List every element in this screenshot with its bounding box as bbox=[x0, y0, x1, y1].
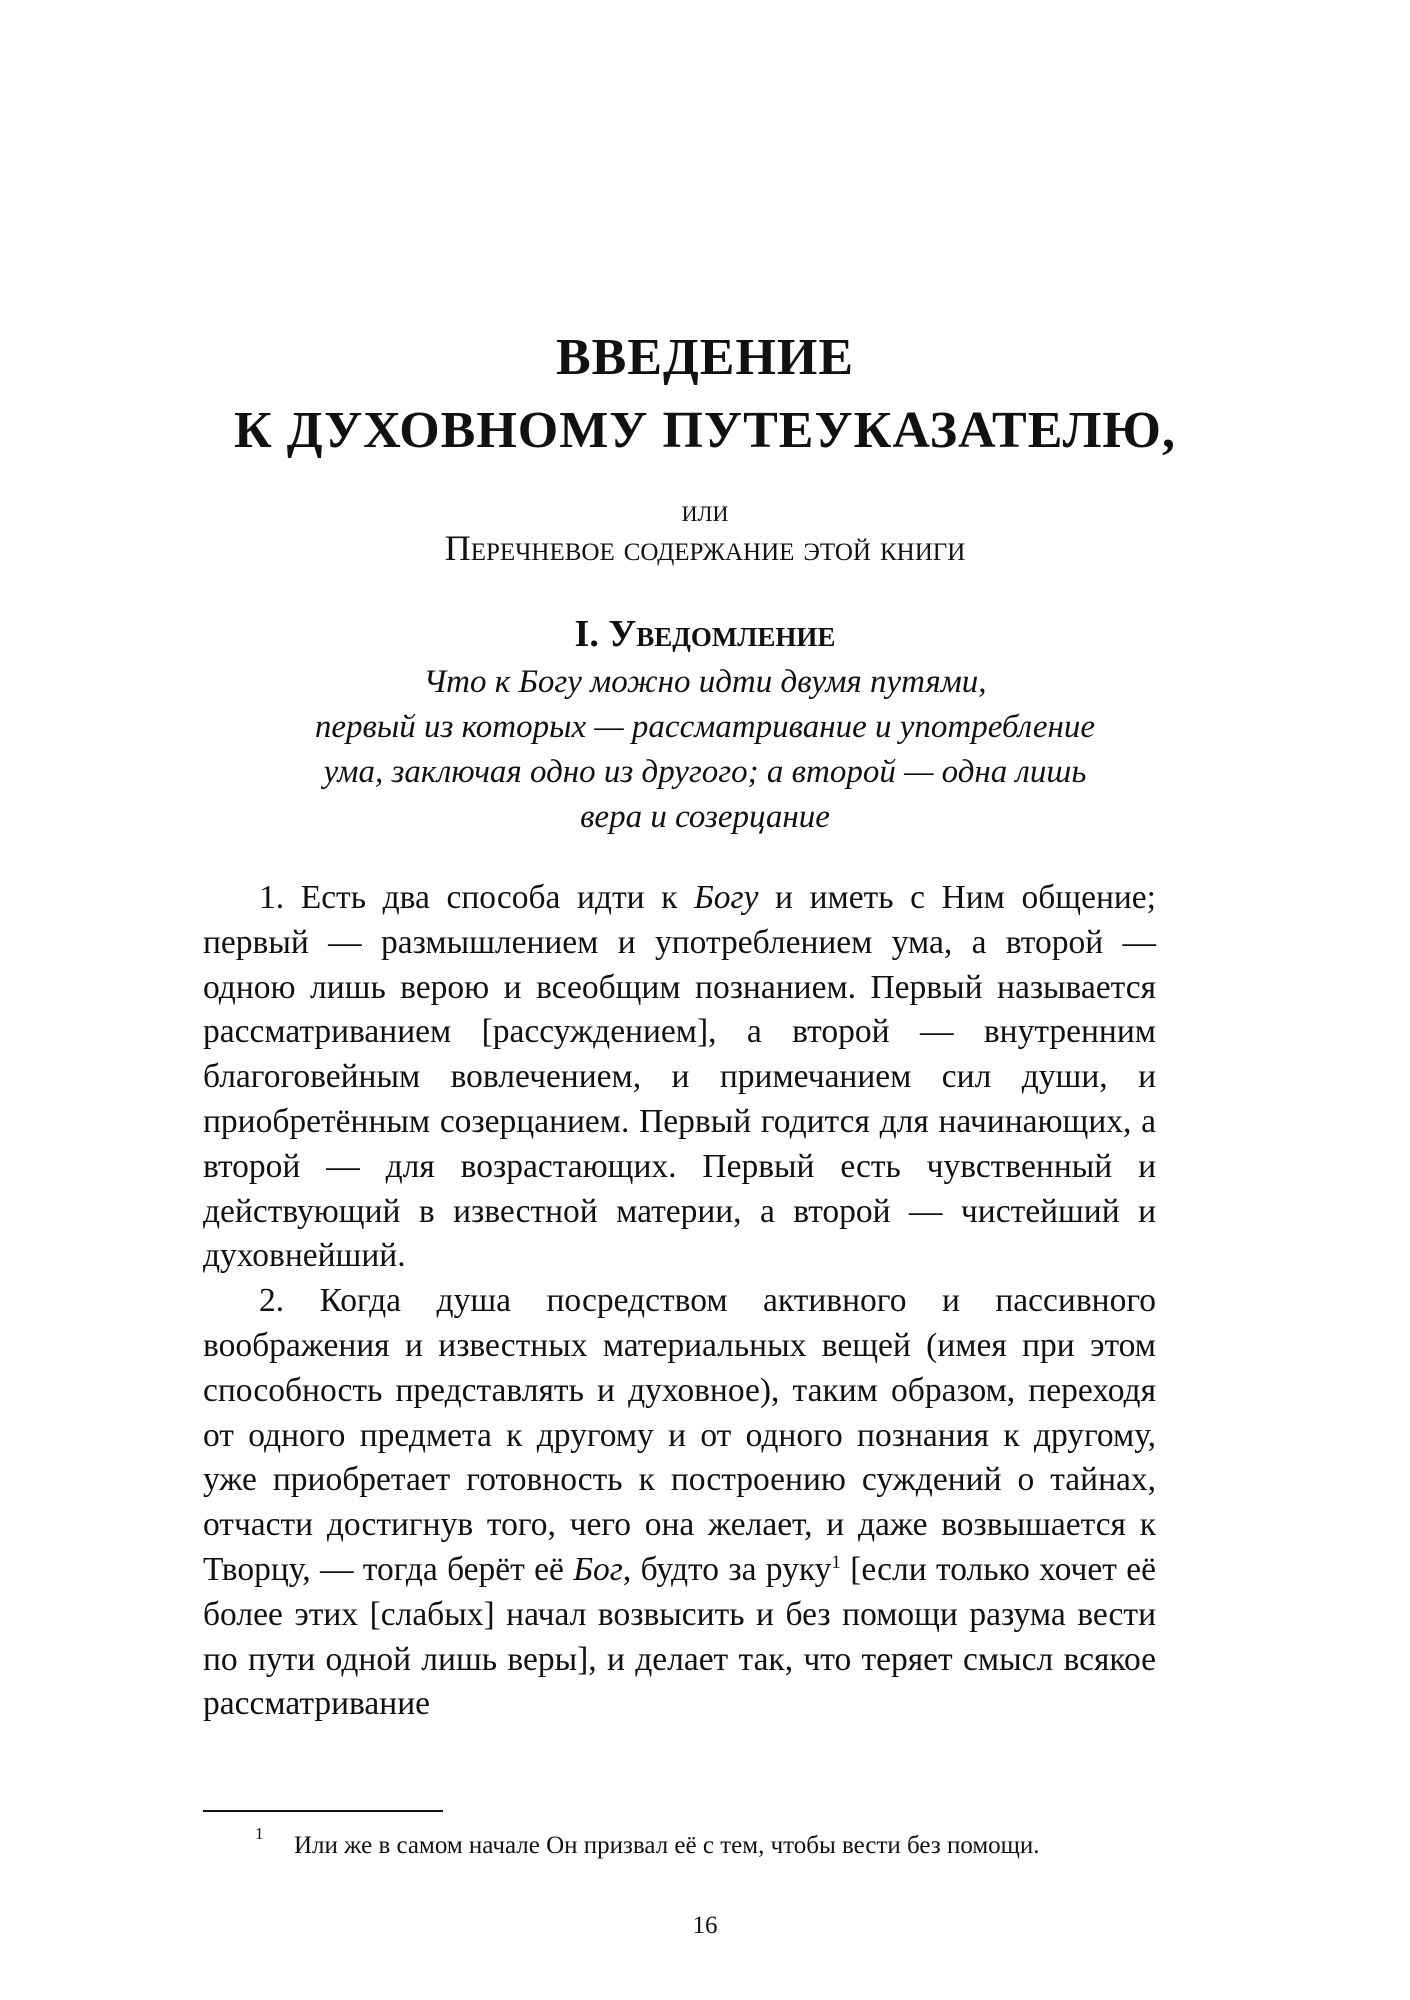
emphasis-god: Богу bbox=[694, 879, 759, 916]
subtitle-or: или bbox=[681, 492, 729, 528]
text-run: [если только хочет её более этих [слабых] начал возвысить и без помощи разума вести по пути одной лишь веры], и делает так, что теряет смысл всякое рассматривание bbox=[203, 1550, 1156, 1723]
footnote-reference[interactable]: 1 bbox=[831, 1551, 841, 1573]
text-run: 1. Есть два способа идти к bbox=[259, 879, 694, 916]
chapter-title-line-1: ВВЕДЕНИЕ bbox=[555, 329, 855, 386]
chapter-title-line-2: К ДУХОВНОМУ ПУТЕУКАЗАТЕЛЮ, bbox=[234, 402, 1176, 459]
paragraph-2 bbox=[203, 1279, 1156, 1727]
footnote-number: 1 bbox=[255, 1824, 264, 1843]
section-summary-line: Что к Богу можно идти двумя путями, bbox=[423, 664, 987, 700]
text-run: 2. Когда душа посредством активного и пассивного воображения и известных материальных вещей (имея при этом способность представлять и духовное), таким образом, переходя от одного предмета к другому и от одного познания к другому, уже приобретает готовность к построению суждений о тайнах, отчасти достигнув того, чего она желает, и даже возвышается к Творцу, — тогда берёт её bbox=[203, 1282, 1156, 1588]
page-number: 16 bbox=[692, 1912, 718, 1939]
footnote-divider bbox=[203, 1810, 443, 1812]
subtitle-description: Перечневое содержание этой книги bbox=[444, 528, 966, 568]
footnote-text: Или же в самом начале Он призвал её с тем, чтобы вести без помощи. bbox=[294, 1832, 1040, 1859]
body-text bbox=[203, 876, 1156, 1727]
section-summary bbox=[200, 660, 1210, 840]
section-summary-line: ума, заключая одно из другого; а второй — одна лишь bbox=[323, 754, 1087, 790]
text-run: и иметь с Ним общение; первый — размышлением и употреблением ума, а второй — одною лишь верою и всеобщим познанием. Первый называется рассматриванием [рассуждением], а второй — внутренним благоговейным вовлечением, и примечанием сил души, и приобретённым созерцанием. Первый годится для начинающих, а второй — для возрастающих. Первый есть чувственный и действующий в известной материи, а второй — чистейший и духовнейший. bbox=[203, 879, 1156, 1275]
section-summary-line: вера и созерцание bbox=[580, 799, 830, 835]
emphasis-god: Бог bbox=[573, 1550, 623, 1588]
footnote bbox=[255, 1824, 1040, 1860]
text-run: , будто за руку bbox=[622, 1550, 832, 1588]
paragraph-1 bbox=[203, 876, 1156, 1279]
section-summary-line: первый из которых — рассматривание и употребление bbox=[314, 709, 1096, 745]
section-heading: I. Уведомление bbox=[574, 613, 836, 655]
